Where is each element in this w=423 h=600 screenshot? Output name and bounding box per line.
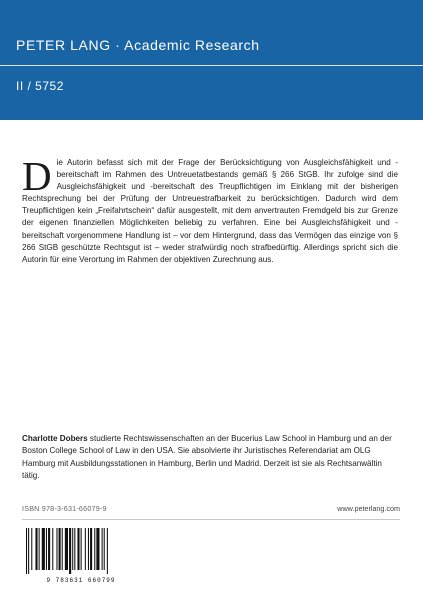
header-divider (0, 65, 423, 66)
author-name: Charlotte Dobers (22, 434, 88, 443)
drop-cap: D (22, 153, 52, 199)
cover-header (0, 0, 423, 120)
back-cover-footer (22, 504, 400, 516)
bio-text: studierte Rechtswissenschaften an der Bucerius Law School in Hamburg und an der Boston College School of Law in den USA. Sie absolvierte ihr Juristisches Referendariat am OLG Hamburg mit Ausbildungsstationen in Hamburg, Berlin und Madrid. Derzeit ist sie als Rechtsanwältin tätig. (22, 434, 392, 481)
author-bio (22, 433, 400, 483)
barcode-digits: 9 783631 660799 (46, 577, 116, 584)
publisher-brand: PETER LANG · Academic Research (16, 37, 260, 53)
publisher-url: www.peterlang.com (337, 504, 400, 513)
series-code: II / 5752 (16, 79, 64, 93)
footer-rule (22, 519, 400, 520)
barcode (22, 528, 140, 584)
isbn-text: ISBN 978-3-631-66079-9 (22, 504, 107, 513)
book-description (22, 153, 398, 266)
description-text: ie Autorin befasst sich mit der Frage der Berücksichtigung von Ausgleichsfähigkeit und -bereitschaft im Rahmen des Untreuetatbestands gemäß § 266 StGB. Ihr zufolge sind die Ausgleichsfähigkeit und -bereitschaft des Treupflichtigen im Einklang mit der bisherigen Rechtsprechung bei der Prüfung der Untreuestrafbarkeit zu berücksichtigen. Dadurch wird dem Treupflichtigen kein „Freifahrtschein“ dafür ausgestellt, mit dem anvertrauten Fremdgeld bis zur Grenze der eigenen finanziellen Möglichkeiten beliebig zu verfahren. Eine bei Ausgleichsfähigkeit und -bereitschaft vorgenommene Handlung ist – vor dem Hintergrund, dass das Vermögen das einzige von § 266 StGB geschützte Rechtsgut ist – weder strafwürdig noch strafbedürftig. Allerdings spricht sich die Autorin für eine Verortung im Rahmen der objektiven Zurechnung aus. (22, 158, 398, 264)
barcode-bars (22, 528, 140, 576)
